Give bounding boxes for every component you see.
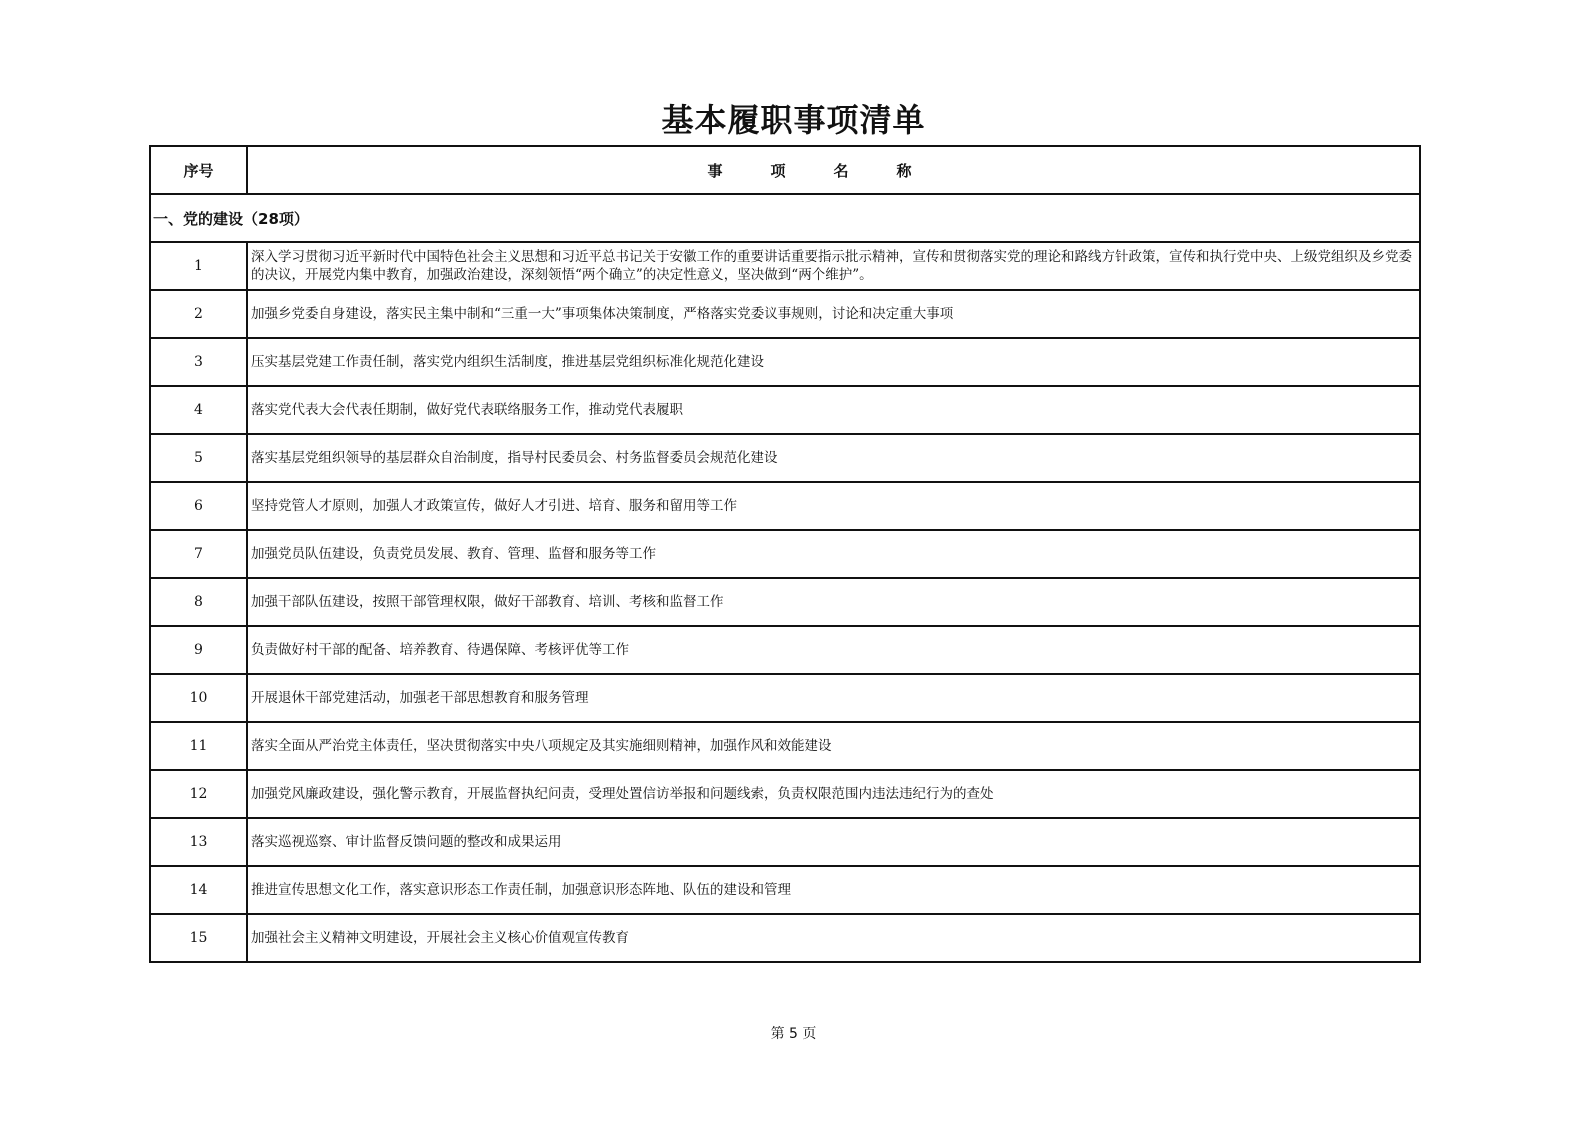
table-row <box>150 578 1420 626</box>
header-serial-number: 序号 <box>150 146 247 194</box>
row-item-name: 加强党风廉政建设，强化警示教育，开展监督执纪问责，受理处置信访举报和问题线索，负责权限范围内违法违纪行为的查处 <box>247 770 1420 818</box>
row-serial-number: 5 <box>150 434 247 482</box>
row-serial-number: 10 <box>150 674 247 722</box>
table-row <box>150 722 1420 770</box>
row-item-name: 加强干部队伍建设，按照干部管理权限，做好干部教育、培训、考核和监督工作 <box>247 578 1420 626</box>
row-item-name: 坚持党管人才原则，加强人才政策宣传，做好人才引进、培育、服务和留用等工作 <box>247 482 1420 530</box>
table-row <box>150 482 1420 530</box>
row-item-name: 压实基层党建工作责任制，落实党内组织生活制度，推进基层党组织标准化规范化建设 <box>247 338 1420 386</box>
table-body <box>150 194 1420 962</box>
table-row <box>150 338 1420 386</box>
duty-items-table <box>149 145 1421 963</box>
row-serial-number: 12 <box>150 770 247 818</box>
row-serial-number: 4 <box>150 386 247 434</box>
row-item-name: 开展退休干部党建活动，加强老干部思想教育和服务管理 <box>247 674 1420 722</box>
section-title: 一、党的建设（28项） <box>150 194 1420 242</box>
row-item-name: 落实基层党组织领导的基层群众自治制度，指导村民委员会、村务监督委员会规范化建设 <box>247 434 1420 482</box>
row-serial-number: 15 <box>150 914 247 962</box>
row-item-name: 落实党代表大会代表任期制，做好党代表联络服务工作，推动党代表履职 <box>247 386 1420 434</box>
row-item-name: 深入学习贯彻习近平新时代中国特色社会主义思想和习近平总书记关于安徽工作的重要讲话重要指示批示精神，宣传和贯彻落实党的理论和路线方针政策，宣传和执行党中央、上级党组织及乡党委的决议，开展党内集中教育，加强政治建设，深刻领悟“两个确立”的决定性意义，坚决做到“两个维护”。 <box>247 242 1420 290</box>
row-item-name: 落实巡视巡察、审计监督反馈问题的整改和成果运用 <box>247 818 1420 866</box>
row-serial-number: 11 <box>150 722 247 770</box>
page-number: 第 5 页 <box>770 1026 817 1042</box>
row-serial-number: 9 <box>150 626 247 674</box>
table-row <box>150 290 1420 338</box>
table-row <box>150 770 1420 818</box>
row-item-name: 加强乡党委自身建设，落实民主集中制和“三重一大”事项集体决策制度，严格落实党委议事规则，讨论和决定重大事项 <box>247 290 1420 338</box>
table-row <box>150 530 1420 578</box>
row-item-name: 负责做好村干部的配备、培养教育、待遇保障、考核评优等工作 <box>247 626 1420 674</box>
table-row <box>150 386 1420 434</box>
table-row <box>150 818 1420 866</box>
table-row <box>150 866 1420 914</box>
row-item-name: 落实全面从严治党主体责任，坚决贯彻落实中央八项规定及其实施细则精神，加强作风和效能建设 <box>247 722 1420 770</box>
header-item-name: 事项名称 <box>247 146 1420 194</box>
row-serial-number: 14 <box>150 866 247 914</box>
row-serial-number: 2 <box>150 290 247 338</box>
row-serial-number: 8 <box>150 578 247 626</box>
table-row <box>150 674 1420 722</box>
document-title: 基本履职事项清单 <box>661 101 926 139</box>
row-item-name: 推进宣传思想文化工作，落实意识形态工作责任制，加强意识形态阵地、队伍的建设和管理 <box>247 866 1420 914</box>
row-item-name: 加强党员队伍建设，负责党员发展、教育、管理、监督和服务等工作 <box>247 530 1420 578</box>
table-header-row <box>150 146 1420 194</box>
row-serial-number: 3 <box>150 338 247 386</box>
table-row <box>150 242 1420 290</box>
row-item-name: 加强社会主义精神文明建设，开展社会主义核心价值观宣传教育 <box>247 914 1420 962</box>
table-row <box>150 434 1420 482</box>
table-row <box>150 626 1420 674</box>
row-serial-number: 7 <box>150 530 247 578</box>
row-serial-number: 6 <box>150 482 247 530</box>
table-row <box>150 914 1420 962</box>
section-row <box>150 194 1420 242</box>
row-serial-number: 13 <box>150 818 247 866</box>
row-serial-number: 1 <box>150 242 247 290</box>
